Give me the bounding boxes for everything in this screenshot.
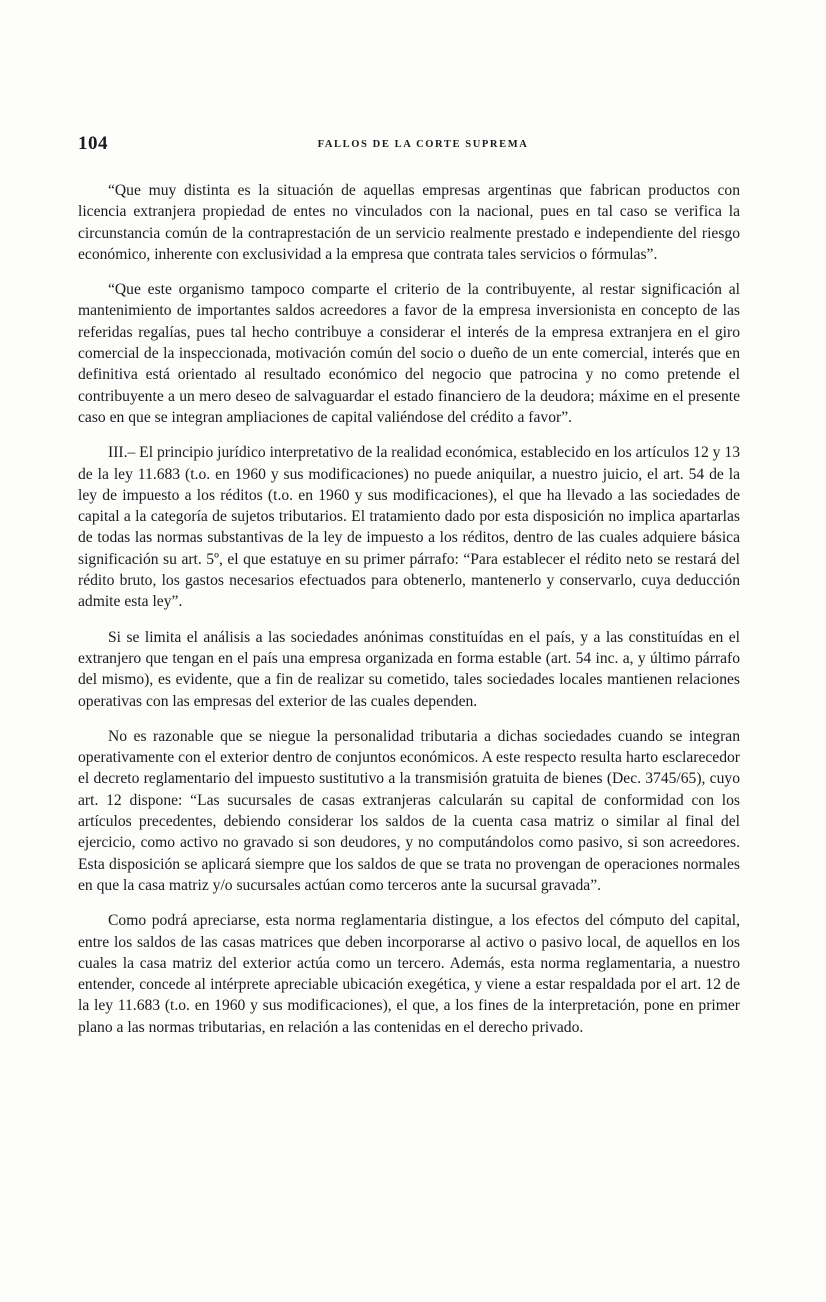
paragraph-quote-1: “Que muy distinta es la situación de aquellas empresas argentinas que fabrican productos con licencia extranjera propiedad de entes no vinculados con la nacional, pues en tal caso se verifica la circunstancia común de la contraprestación de un servicio realmente prestado e independiente del riesgo económico, inherente con exclusividad a la empresa que contrata tales servicios o fórmulas”.: [78, 182, 740, 263]
paragraph-section-iii: III.– El principio jurídico interpretativo de la realidad económica, establecido en los artículos 12 y 13 de la ley 11.683 (t.o. en 1960 y sus modificaciones) no puede aniquilar, a nuestro juicio, el art. 54 de la ley de impuesto a los réditos (t.o. en 1960 y sus modificaciones), el que ha llevado a las sociedades de capital a la categoría de sujetos tributarios. El tratamiento dado por esta disposición no implica apartarlas de todas las normas substantivas de la ley de impuesto a los réditos, dentro de las cuales adquiere básica significación su art. 5º, el que estatuye en su primer párrafo: “Para establecer el rédito neto se restará del rédito bruto, los gastos necesarios efectuados para obtenerlo, mantenerlo y conservarlo, cuya deducción admite esta ley”.: [78, 444, 740, 611]
paragraph-6: Como podrá apreciarse, esta norma reglamentaria distingue, a los efectos del cómputo del capital, entre los saldos de las casas matrices que deben incorporarse al activo o pasivo local, de aquellos en los cuales la casa matriz del exterior actúa como un tercero. Además, esta norma reglamentaria, a nuestro entender, concede al intérprete apreciable ubicación exegética, y viene a estar respaldada por el art. 12 de la ley 11.683 (t.o. en 1960 y sus modificaciones), el que, a los fines de la interpretación, pone en primer plano a las normas tributarias, en relación a las contenidas en el derecho privado.: [78, 912, 740, 1036]
page-number: 104: [78, 133, 108, 154]
paragraph-5: No es razonable que se niegue la personalidad tributaria a dichas sociedades cuando se integran operativamente con el exterior dentro de conjuntos económicos. A este respecto resulta harto esclarecedor el decreto reglamentario del impuesto sustitutivo a la transmisión gratuita de bienes (Dec. 3745/65), cuyo art. 12 dispone: “Las sucursales de casas extranjeras calcularán su capital de conformidad con los artículos precedentes, debiendo considerar los saldos de la cuenta casa matriz o similar al final del ejercicio, como activo no gravado si son deudores, y no computándolos como pasivo, si son acreedores. Esta disposición se aplicará siempre que los saldos de que se trata no provengan de operaciones normales en que la casa matriz y/o sucursales actúan como terceros ante la sucursal gravada”.: [78, 727, 740, 894]
body-text: [78, 180, 740, 1052]
paragraph-4: Si se limita el análisis a las sociedades anónimas constituídas en el país, y a las constituídas en el extranjero que tengan en el país una empresa organizada en forma estable (art. 54 inc. a, y último párrafo del mismo), es evidente, que a fin de realizar su cometido, tales sociedades locales mantienen relaciones operativas con las empresas del exterior de las cuales dependen.: [78, 628, 740, 710]
page-header: [78, 133, 738, 163]
running-title: FALLOS DE LA CORTE SUPREMA: [317, 139, 529, 150]
paragraph-quote-2: “Que este organismo tampoco comparte el criterio de la contribuyente, al restar significación al mantenimiento de importantes saldos acreedores a favor de la empresa inversionista en concepto de las referidas regalías, pues tal hecho contribuye a considerar el interés de la empresa extranjera en el giro comercial de la inspeccionada, motivación común del socio o dueño de un ente comercial, interés que en definitiva está orientado al resultado económico del negocio que patrocina y no como pretende el contribuyente a un mero deseo de salvaguardar el estado financiero de la deudora; máxime en el presente caso en que se integran ampliaciones de capital valiéndose del crédito a favor”.: [78, 281, 740, 426]
